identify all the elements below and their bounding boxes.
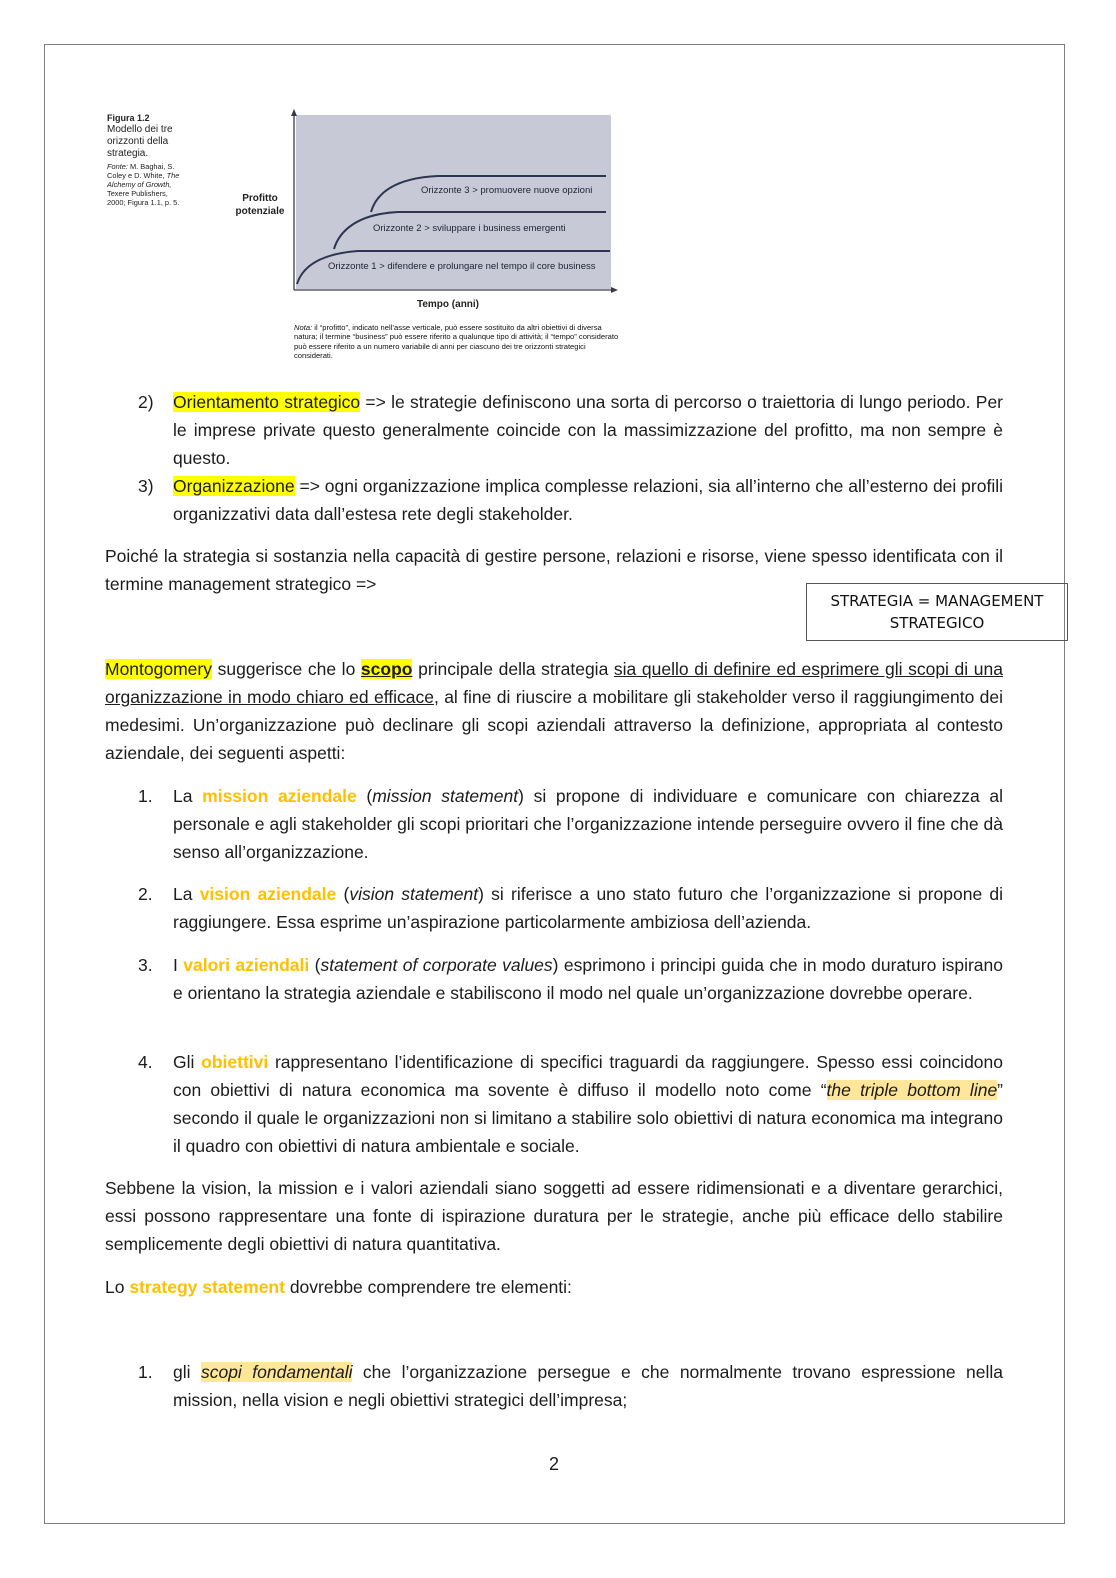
list-item [138, 1358, 1003, 1414]
horizon-2-label: Orizzonte 2 > sviluppare i business emergenti [373, 223, 566, 234]
highlighted-italic-term: the triple bottom line [826, 1080, 998, 1100]
list-item-text [173, 472, 1003, 528]
figure-source-authors: M. Baghai, S. Coley e D. White, [107, 162, 175, 180]
item-body: che l’organizzazione persegue e che normalmente trovano espressione nella mission, nella vision e negli obiettivi strategici dell’impresa; [173, 1362, 1003, 1410]
text-run: ( [356, 786, 373, 806]
list-item [138, 782, 1003, 866]
text-run: Lo [105, 1277, 130, 1297]
callout-box: STRATEGIA = MANAGEMENT STRATEGICO [806, 583, 1068, 641]
text-run: ( [309, 955, 321, 975]
item-body: ) si propone di individuare e comunicare con chiarezza al personale e agli stakeholder gli scopi prioritari che l’organizzazione intende perseguire ovvero il fine che dà senso all’organizzazione. [173, 786, 1003, 862]
horizon-3-label: Orizzonte 3 > promuovere nuove opzioni [421, 185, 593, 196]
highlighted-scopo: scopo [360, 659, 413, 679]
list-number: 3. [138, 955, 153, 975]
x-axis-label: Tempo (anni) [416, 299, 480, 310]
figure-source-book: The Alchemy of Growth, [107, 171, 180, 189]
item-body: ) esprimono i principi guida che in modo duraturo ispirano e orientano la strategia aziendale e stabiliscono il modo nel quale un’organizzazione dovrebbe operare. [173, 955, 1004, 1003]
list-number: 4. [138, 1052, 153, 1072]
paragraph-strategy-statement [105, 1273, 1003, 1301]
y-axis-arrow [291, 109, 297, 116]
text-run: gli [173, 1362, 201, 1382]
list-item-text [173, 1358, 1003, 1414]
text-run: ( [336, 884, 350, 904]
list-item-text [173, 782, 1003, 866]
paragraph-montgomery [105, 655, 1003, 767]
keyword: vision aziendale [199, 884, 337, 904]
keyword: strategy statement [129, 1277, 285, 1297]
list-item [138, 472, 1003, 528]
highlighted-name: Montogomery [105, 659, 212, 679]
figure-source-prefix: Fonte: [107, 162, 128, 171]
highlighted-italic-term: scopi fondamentali [200, 1362, 353, 1382]
keyword: obiettivi [201, 1052, 269, 1072]
list-item [138, 880, 1003, 936]
list-number: 2) [138, 392, 154, 412]
text-run: , al fine di riuscire a mobilitare gli stakeholder verso il raggiungimento dei medesimi. Un’organizzazione può declinare gli scopi aziendali attraverso la definizione, appropriata al contesto aziendale, dei seguenti aspetti: [105, 687, 1004, 763]
keyword: mission aziendale [202, 786, 357, 806]
page-number: 2 [548, 1454, 559, 1474]
horizons-chart [288, 108, 620, 298]
item-body: rappresentano l’identificazione di specifici traguardi da raggiungere. Spesso essi coincidono con obiettivi di natura economica ma sovente è diffuso il modello noto come “ [173, 1052, 1004, 1100]
figure-note [294, 323, 622, 361]
list-item-text [173, 388, 1003, 472]
figure-caption [107, 112, 185, 207]
figure-source-rest: Texere Publishers, 2000; Figura 1.1, p. 5. [107, 189, 180, 207]
item-body: => le strategie definiscono una sorta di percorso o traiettoria di lungo periodo. Per le imprese private questo generalmente coincide con la massimizzazione del profitto, ma non sempre è questo. [173, 392, 1004, 468]
text-run: I [173, 955, 184, 975]
text-run: La [173, 884, 200, 904]
list-number: 3) [138, 476, 154, 496]
italic-term: vision statement [349, 884, 479, 904]
text-run: suggerisce che lo [212, 659, 361, 679]
list-number: 2. [138, 884, 153, 904]
item-body: ) si riferisce a uno stato futuro che l’organizzazione si propone di raggiungere. Essa esprime un’aspirazione particolarmente ambiziosa dell’azienda. [173, 884, 1004, 932]
text-run: principale della strategia [412, 659, 614, 679]
list-number: 1. [138, 786, 153, 806]
text-run: dovrebbe comprendere tre elementi: [284, 1277, 572, 1297]
figure-source [107, 162, 185, 207]
list-item [138, 1048, 1003, 1160]
y-axis-label: Profitto potenziale [235, 193, 285, 217]
italic-term: mission statement [372, 786, 519, 806]
list-item-text [173, 1048, 1003, 1160]
list-item-text [173, 951, 1003, 1007]
horizon-1-label: Orizzonte 1 > difendere e prolungare nel tempo il core business [328, 261, 596, 272]
paragraph-sebbene: Sebbene la vision, la mission e i valori aziendali siano soggetti ad essere ridimensionati e a diventare gerarchici, essi possono rappresentare una fonte di ispirazione duratura per le strategie, anche più efficace dello stabilire semplicemente degli obiettivi di natura quantitativa. [105, 1178, 1003, 1254]
italic-term: statement of corporate values [320, 955, 553, 975]
list-item-text [173, 880, 1003, 936]
list-item [138, 388, 1003, 472]
item-body: => ogni organizzazione implica complesse relazioni, sia all’interno che all’esterno dei profili organizzativi data dall’estesa rete degli stakeholder. [173, 476, 1003, 524]
figure-title: Modello dei tre orizzonti della strategia. [107, 124, 173, 159]
figure-number: Figura 1.2 [107, 113, 150, 123]
item-body-end: ” secondo il quale le organizzazioni non si limitano a stabilire solo obiettivi di natura economica ma integrano il quadro con obiettivi di natura ambientale e sociale. [173, 1080, 1003, 1156]
paragraph-strategia: Poiché la strategia si sostanzia nella capacità di gestire persone, relazioni e risorse, viene spesso identificata con il termine management strategico => [105, 546, 1003, 594]
text-run: Gli [173, 1052, 202, 1072]
list-number: 1. [138, 1362, 153, 1382]
underlined-text: sia quello di definire ed esprimere gli scopi di una organizzazione in modo chiaro ed efficace [105, 659, 1003, 707]
list-item [138, 951, 1003, 1007]
highlighted-term: Organizzazione [173, 476, 295, 496]
text-run: La [173, 786, 203, 806]
highlighted-term: Orientamento strategico [173, 392, 361, 412]
x-axis-arrow [611, 287, 618, 293]
keyword: valori aziendali [183, 955, 310, 975]
figure-note-prefix: Nota: [294, 323, 313, 332]
figure-note-text: il “profitto”, indicato nell’asse verticale, può essere sostituito da altri obiettivi di diversa natura; il termine “business” può essere riferito a qualunque tipo di attività; il “tempo” considerato può essere riferito a un numero variabile di anni per ciascuno dei tre orizzonti strategici considerati. [294, 323, 619, 361]
